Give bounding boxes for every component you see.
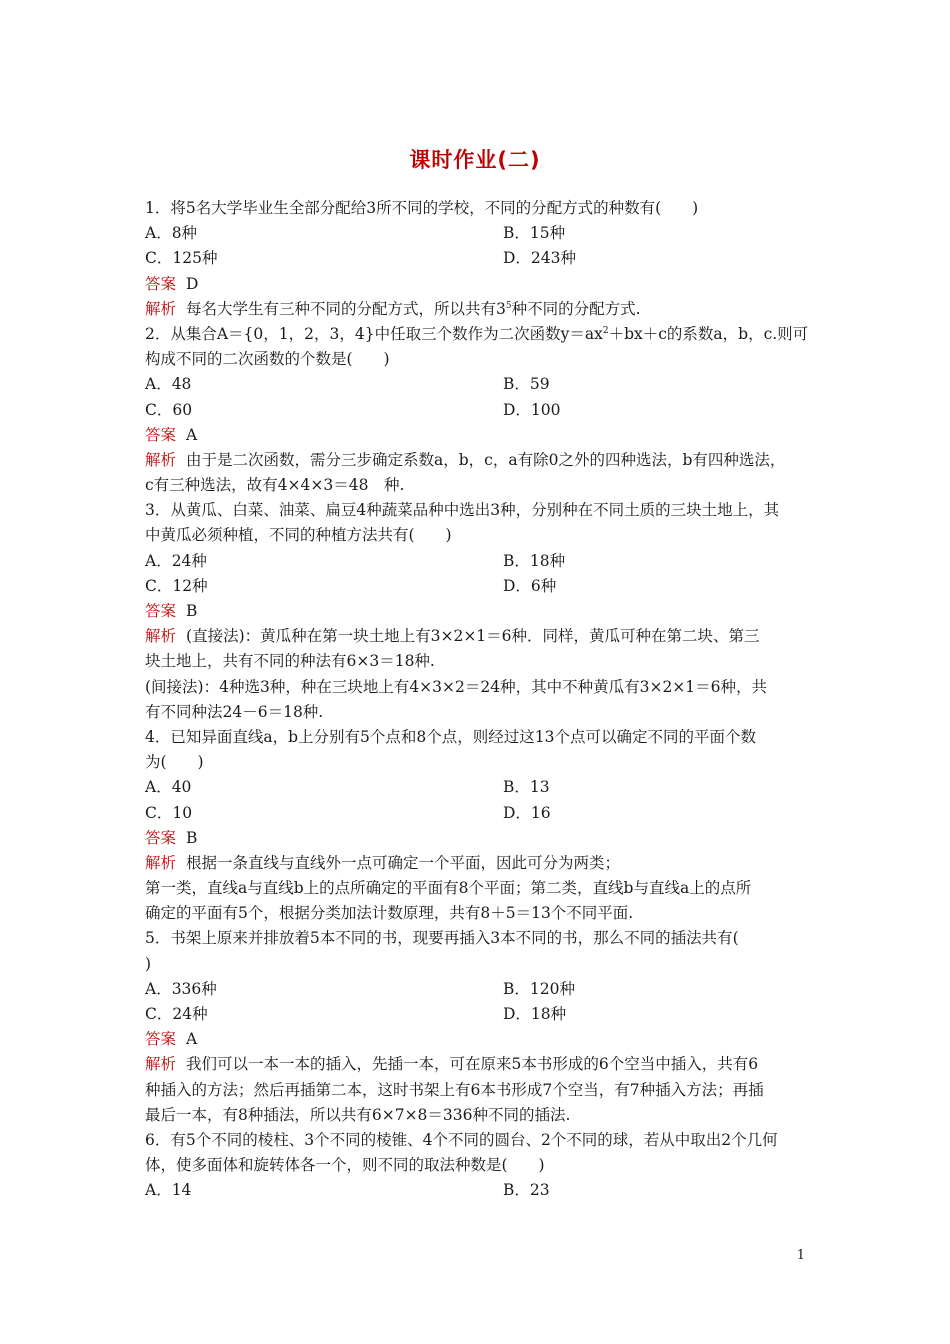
option-c: C．60	[145, 400, 193, 419]
analysis-text: (直接法)：黄瓜种在第一块土地上有3×2×1＝6种．同样，黄瓜可种在第二块、第三	[186, 627, 760, 646]
question-3-stem-cont: 中黄瓜必须种植，不同的种植方法共有( )	[145, 526, 452, 545]
page-title: 课时作业(二)	[409, 148, 541, 172]
analysis-text: 由于是二次函数，需分三步确定系数a，b，c，a有除0之外的四种选法，b有四种选法，	[186, 450, 786, 469]
question-5-analysis-cont: 最后一本，有8种插法，所以共有6×7×8＝336种不同的插法.	[145, 1105, 571, 1124]
answer-label: 答案	[145, 828, 177, 847]
option-a: A．14	[145, 1181, 192, 1200]
question-4-options-row-1	[145, 775, 815, 800]
option-a: A．40	[145, 778, 192, 797]
question-list	[145, 196, 815, 1204]
option-d: D．6种	[503, 576, 557, 595]
question-4-answer	[145, 826, 815, 851]
option-c: C．125种	[145, 249, 218, 268]
stem-text: 2．从集合A＝{0，1，2，3，4}中任取三个数作为二次函数y＝ax	[145, 324, 603, 343]
question-4-analysis-cont: 第一类，直线a与直线b上的点所确定的平面有8个平面；第二类，直线b与直线a上的点所	[145, 879, 752, 898]
option-c: C．12种	[145, 576, 208, 595]
question-5-analysis-cont: 种插入的方法；然后再插第二本，这时书架上有6本书形成7个空当，有7种插入方法；再插	[145, 1080, 764, 1099]
question-2-options-row-1	[145, 372, 815, 397]
analysis-label: 解析	[145, 627, 177, 646]
answer-value: D	[186, 274, 199, 293]
analysis-text: 种不同的分配方式.	[511, 299, 641, 318]
question-2-options-row-2	[145, 398, 815, 423]
question-1-analysis	[145, 297, 815, 322]
page-number: 1	[796, 1248, 805, 1263]
question-4-analysis-cont: 确定的平面有5个，根据分类加法计数原理，共有8＋5＝13个不同平面.	[145, 904, 634, 923]
question-4-stem: 4．已知异面直线a，b上分别有5个点和8个点，则经过这13个点可以确定不同的平面个数	[145, 727, 756, 746]
exponent: 5	[505, 300, 512, 311]
question-6-stem-cont: 体，使多面体和旋转体各一个，则不同的取法种数是( )	[145, 1156, 545, 1175]
question-3-analysis-cont: 块土地上，共有不同的种法有6×3＝18种.	[145, 652, 435, 671]
option-c: C．10	[145, 803, 193, 822]
option-b: B．59	[503, 375, 550, 394]
question-1-answer	[145, 272, 815, 297]
option-d: D．100	[503, 400, 561, 419]
exponent: 2	[602, 325, 609, 336]
option-d: D．18种	[503, 1005, 567, 1023]
question-5-analysis	[145, 1052, 815, 1077]
answer-value: B	[186, 602, 198, 620]
question-2-stem	[145, 322, 815, 347]
question-3-analysis	[145, 624, 815, 649]
question-6-stem: 6．有5个不同的棱柱、3个不同的棱锥、4个不同的圆台、2个不同的球，若从中取出2个几何	[145, 1130, 778, 1149]
option-a: A．336种	[145, 979, 217, 998]
answer-value: A	[186, 1030, 198, 1049]
option-c: C．24种	[145, 1005, 208, 1023]
answer-label: 答案	[145, 274, 177, 293]
option-b: B．15种	[503, 224, 566, 243]
question-1-options-row-2	[145, 246, 815, 271]
question-2-answer	[145, 423, 815, 448]
question-3-answer	[145, 599, 815, 624]
option-b: B．18种	[503, 551, 566, 570]
answer-label: 答案	[145, 602, 177, 620]
analysis-text: 每名大学生有三种不同的分配方式，所以共有3	[186, 299, 506, 318]
question-3-analysis-cont: (间接法)：4种选3种，种在三块地上有4×3×2＝24种，其中不种黄瓜有3×2×1＝6种，共	[145, 677, 768, 696]
question-4-stem-cont: 为( )	[145, 753, 204, 772]
option-a: A．24种	[145, 551, 207, 570]
question-5-options-row-1	[145, 977, 815, 1002]
analysis-text: 我们可以一本一本的插入，先插一本，可在原来5本书形成的6个空当中插入，共有6	[186, 1055, 759, 1074]
option-d: D．16	[503, 803, 551, 822]
question-6-options-row-1	[145, 1178, 815, 1203]
question-3-analysis-cont: 有不同种法24－6＝18种.	[145, 702, 324, 721]
question-5-options-row-2	[145, 1002, 815, 1027]
question-2-analysis	[145, 448, 815, 473]
question-5-stem-cont: )	[145, 954, 152, 973]
analysis-label: 解析	[145, 853, 177, 872]
stem-text: ＋bx＋c的系数a，b，c.则可	[608, 324, 809, 343]
answer-value: A	[186, 425, 198, 444]
question-2-analysis-cont: c有三种选法，故有4×4×3＝48 种.	[145, 476, 405, 495]
question-4-analysis	[145, 851, 815, 876]
question-3-options-row-2	[145, 574, 815, 599]
option-a: A．8种	[145, 224, 198, 243]
option-b: B．13	[503, 778, 550, 797]
question-3-options-row-1	[145, 549, 815, 574]
question-1-stem: 1．将5名大学毕业生全部分配给3所不同的学校，不同的分配方式的种数有( )	[145, 199, 699, 217]
question-2-stem-cont: 构成不同的二次函数的个数是( )	[145, 350, 390, 369]
analysis-text: 根据一条直线与直线外一点可确定一个平面，因此可分为两类；	[186, 853, 621, 872]
option-a: A．48	[145, 375, 192, 394]
question-5-answer	[145, 1027, 815, 1052]
question-3-stem: 3．从黄瓜、白菜、油菜、扁豆4种蔬菜品种中选出3种，分别种在不同土质的三块土地上，其	[145, 501, 780, 520]
answer-label: 答案	[145, 1030, 177, 1049]
option-d: D．243种	[503, 249, 577, 268]
option-b: B．120种	[503, 979, 575, 998]
analysis-label: 解析	[145, 299, 177, 318]
analysis-label: 解析	[145, 450, 177, 469]
question-4-options-row-2	[145, 801, 815, 826]
question-5-stem: 5．书架上原来并排放着5本不同的书，现要再插入3本不同的书，那么不同的插法共有(	[145, 929, 739, 948]
option-b: B．23	[503, 1181, 550, 1200]
answer-value: B	[186, 828, 198, 847]
analysis-label: 解析	[145, 1055, 177, 1074]
answer-label: 答案	[145, 425, 177, 444]
question-1-options-row-1	[145, 221, 815, 246]
